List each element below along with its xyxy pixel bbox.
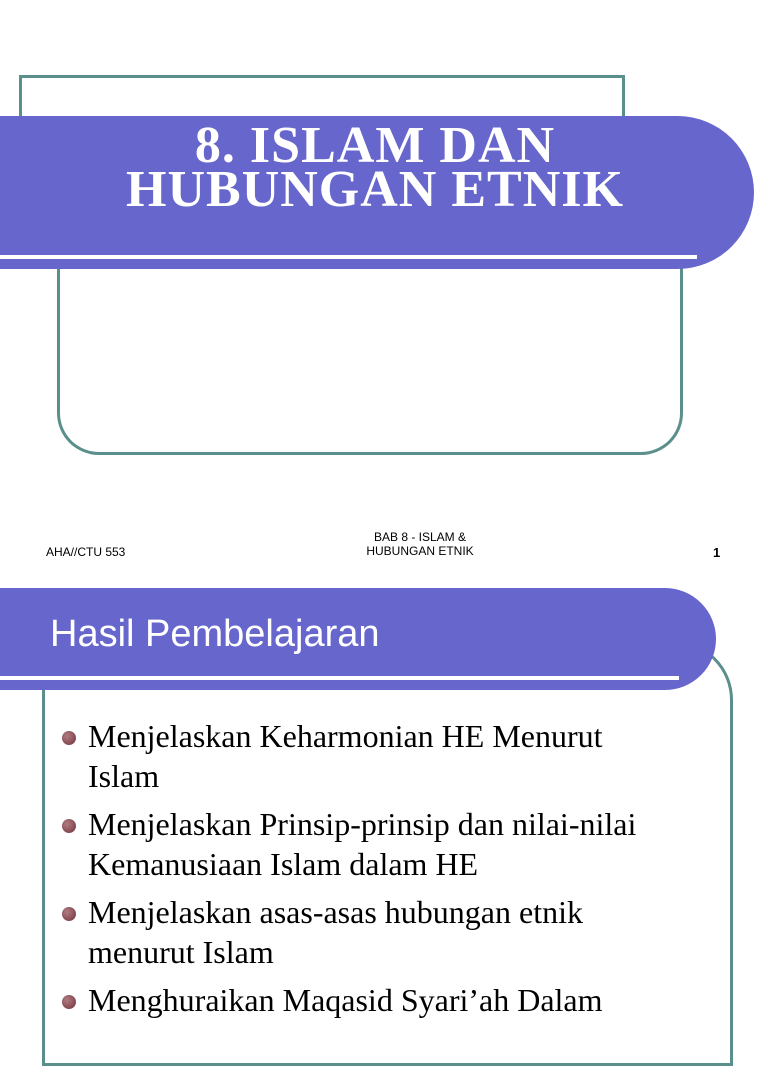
bullet-line1: Menjelaskan Keharmonian HE Menurut xyxy=(88,718,603,754)
bullet-list xyxy=(62,716,702,1028)
footer-page-number: 1 xyxy=(713,545,721,560)
bullet-line2: Islam xyxy=(88,758,160,794)
bullet-line1: Menjelaskan Prinsip-prinsip dan nilai-nilai xyxy=(88,806,637,842)
bullet-dot-icon xyxy=(62,907,76,921)
slide1-title-line1: 8. ISLAM DAN xyxy=(194,117,556,174)
slide2-title-underline xyxy=(0,676,679,680)
list-item xyxy=(62,980,702,1020)
bullet-dot-icon xyxy=(62,995,76,1009)
bullet-line2: Kemanusiaan Islam dalam HE xyxy=(88,846,479,882)
footer-chapter-line1: BAB 8 - ISLAM & xyxy=(373,530,467,544)
slide1-title-line2: HUBUNGAN ETNIK xyxy=(126,161,624,218)
footer-chapter xyxy=(345,530,495,558)
bullet-dot-icon xyxy=(62,731,76,745)
slide1-title-underline xyxy=(0,255,697,259)
slide1-frame-bottom xyxy=(57,250,683,455)
bullet-line2: menurut Islam xyxy=(88,934,274,970)
list-item xyxy=(62,892,702,972)
bullet-line1: Menjelaskan asas-asas hubungan etnik xyxy=(88,894,583,930)
list-item xyxy=(62,716,702,796)
footer-course-code: AHA//CTU 553 xyxy=(46,545,126,559)
slide2-title: Hasil Pembelajaran xyxy=(50,613,380,655)
footer-chapter-line2: HUBUNGAN ETNIK xyxy=(366,544,474,558)
list-item xyxy=(62,804,702,884)
bullet-line1: Menghuraikan Maqasid Syari’ah Dalam xyxy=(88,982,603,1018)
slide1-title xyxy=(0,117,750,218)
bullet-dot-icon xyxy=(62,819,76,833)
